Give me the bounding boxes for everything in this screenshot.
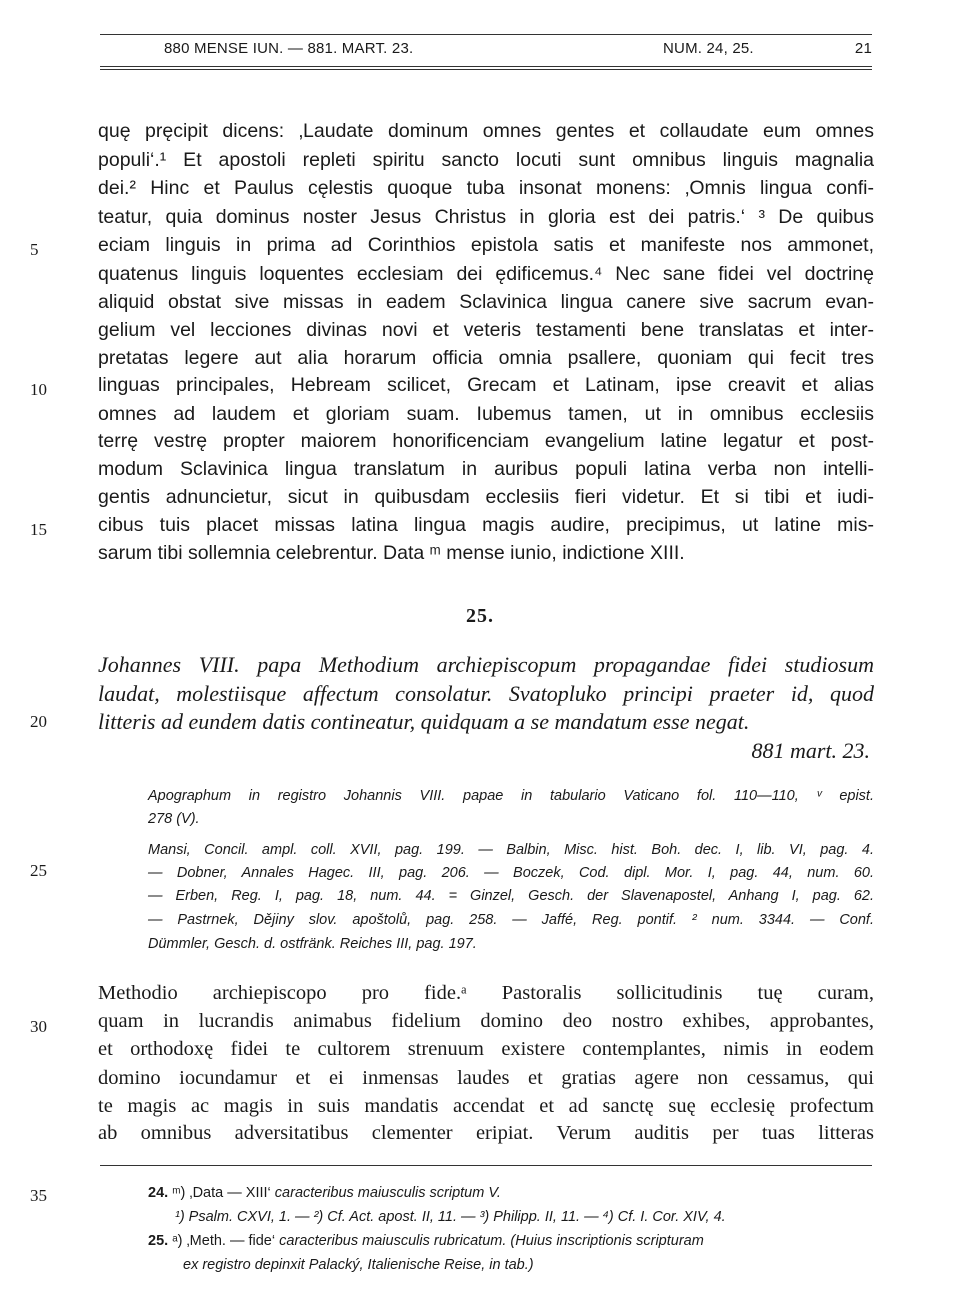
text-line: gelium vel lecciones divinas novi et veteris testamenti bene translatas et inter-: [98, 319, 874, 341]
source-line: Dümmler, Gesch. d. ostfränk. Reiches III, pag. 197.: [148, 936, 477, 952]
text-line: linguas principales, Hebream scilicet, Grecam et Latinam, ipse creavit et alias: [98, 374, 874, 396]
header-bottom-rule-2: [100, 69, 872, 70]
footnote-25: [148, 1230, 874, 1253]
text-line: domino iocundamur et ei inmensas laudes et gratias agere non cessamus, qui: [98, 1067, 874, 1089]
header-document-numbers: NUM. 24, 25.: [663, 40, 754, 57]
source-line: — Dobner, Annales Hagec. III, pag. 206. — Boczek, Cod. dipl. Mor. I, pag. 44, num. 60.: [148, 865, 874, 881]
regest-line: litteris ad eundem datis contineatur, quidquam a se mandatum esse negat.: [98, 709, 750, 734]
text-line: modum Sclavinica lingua translatum in auribus populi latina verba non intelli-: [98, 458, 874, 480]
text-line: eciam linguis in prima ad Corinthios epistola satis et manifeste nos ammonet,: [98, 234, 874, 256]
text-line: sarum tibi sollemnia celebrentur. Data ᵐ mense iunio, indictione XIII.: [98, 542, 685, 564]
text-line: cibus tuis placet missas latina lingua magis audire, precipimus, ut latine mis-: [98, 514, 874, 536]
text-line: populi‘.¹ Et apostoli repleti spiritu sancto locuti sunt omnibus linguis magnalia: [98, 149, 874, 171]
header-bottom-rule: [100, 66, 872, 67]
header-dates: 880 MENSE IUN. — 881. MART. 23.: [164, 40, 414, 57]
line-number: 10: [30, 380, 47, 399]
footnote-lemma: ᵃ) ‚Meth. — fide‘: [172, 1233, 276, 1249]
text-line: dei.² Hinc et Paulus cęlestis quoque tuba insonat monens: ‚Omnis lingua confi-: [98, 177, 874, 199]
footnote-text: caracteribus maiusculis scriptum V.: [274, 1185, 501, 1201]
source-line: — Erben, Reg. I, pag. 18, num. 44. = Ginzel, Gesch. der Slavenapostel, Anhang I, pag. 62.: [148, 888, 874, 904]
header-top-rule: [100, 34, 872, 35]
footnote-24: [148, 1182, 874, 1205]
footnote-lemma: ᵐ) ‚Data — XIII‘: [172, 1185, 271, 1201]
text-line: terrę vestrę propter maiorem honorificenciam evangelium latine legatur et post-: [98, 430, 874, 452]
running-header: [100, 40, 872, 62]
line-number: 15: [30, 520, 47, 539]
text-line: et orthodoxę fidei te cultorem strenuum existere contemplantes, nimis in eodem: [98, 1038, 874, 1060]
text-line: gentis adnuncietur, sicut in quibusdam ecclesiis fieri videtur. Et si tibi et iudi-: [98, 486, 874, 508]
text-line: teatur, quia dominus noster Jesus Christus in gloria est dei patris.‘ ³ De quibus: [98, 206, 874, 228]
footnote-text: caracteribus maiusculis rubricatum. (Huius inscriptionis scripturam: [279, 1233, 704, 1249]
document-number: 25.: [466, 605, 494, 627]
footnote-references: ¹) Psalm. CXVI, 1. — ²) Cf. Act. apost. II, 11. — ³) Philipp. II, 11. — ⁴) Cf. I. Cor. XIV, 4.: [175, 1209, 726, 1225]
line-number: 30: [30, 1017, 47, 1036]
regest-line: Johannes VIII. papa Methodium archiepiscopum propagandae fidei studiosum: [98, 652, 874, 677]
line-number: 35: [30, 1186, 47, 1205]
text-line: te magis ac magis in suis mandatis accendat et ad sanctę suę ecclesię profectum: [98, 1095, 874, 1117]
source-line: — Pastrnek, Dějiny slov. apoštolů, pag. 258. — Jaffé, Reg. pontif. ² num. 3344. — Conf.: [148, 912, 874, 928]
text-line: omnes ad laudem et gloriam suam. Iubemus tamen, ut in omnibus ecclesiis: [98, 403, 874, 425]
line-number: 20: [30, 712, 47, 731]
page-number: 21: [854, 40, 872, 57]
text-line: pretatas legere aut alia horarum officia omnia psallere, quoniam qui fecit tres: [98, 347, 874, 369]
source-line: Apographum in registro Johannis VIII. papae in tabulario Vaticano fol. 110—110, ᵛ epist.: [148, 788, 874, 804]
source-line: Mansi, Concil. ampl. coll. XVII, pag. 199. — Balbin, Misc. hist. Boh. dec. I, lib. VI, pag. 4.: [148, 842, 874, 858]
text-line: Methodio archiepiscopo pro fide.ᵃ Pastoralis sollicitudinis tuę curam,: [98, 982, 874, 1004]
footnote-text-continued: ex registro depinxit Palacký, Italienische Reise, in tab.): [183, 1257, 534, 1273]
footnote-number: 24.: [148, 1185, 169, 1201]
line-number: 5: [30, 240, 39, 259]
text-line: quatenus linguis loquentes ecclesiam dei ędificemus.⁴ Nec sane fidei vel doctrinę: [98, 263, 874, 285]
footnote-number: 25.: [148, 1233, 169, 1249]
text-line: aliquid obstat sive missas in eadem Sclavinica lingua canere sive sacrum evan-: [98, 291, 874, 313]
text-line: ab omnibus adversitatibus clementer eripiat. Verum auditis per tuas litteras: [98, 1122, 874, 1144]
text-line: quę pręcipit dicens: ‚Laudate dominum omnes gentes et collaudate eum omnes: [98, 120, 874, 142]
regest-line: laudat, molestiisque affectum consolatur. Svatopluko principi praeter id, quod: [98, 681, 874, 706]
line-number: 25: [30, 861, 47, 880]
source-line: 278 (V).: [148, 811, 200, 827]
footnote-rule: [100, 1165, 872, 1166]
text-line: quam in lucrandis animabus fidelium domino deo nostro exhibes, approbantes,: [98, 1010, 874, 1032]
regest-date: 881 mart. 23.: [751, 738, 870, 763]
